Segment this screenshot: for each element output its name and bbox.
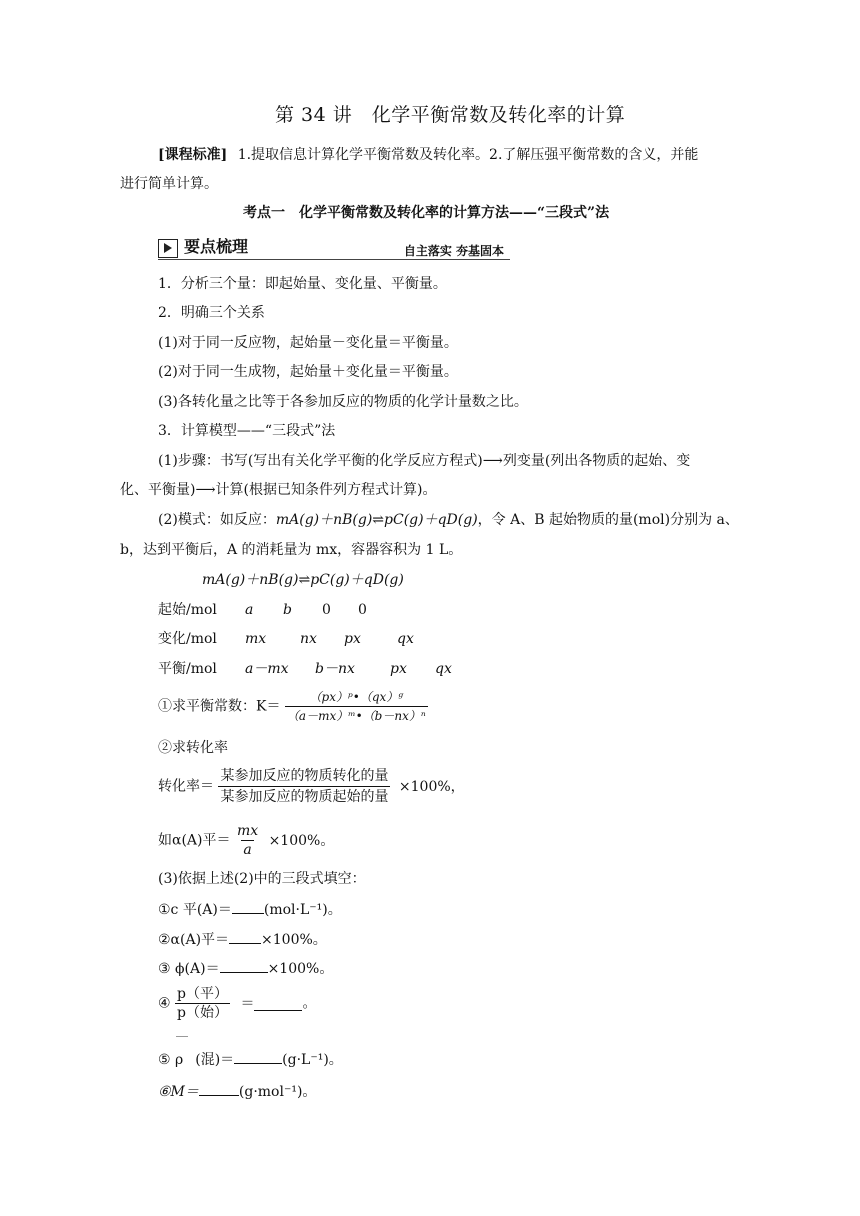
fill-3-label: ③ ϕ(A)＝ [158, 961, 220, 977]
mode-prefix: (2)模式：如反应： [158, 512, 276, 528]
cell: a [245, 602, 254, 618]
step-line-1: (1)步骤：书写(写出有关化学平衡的化学反应方程式)⟶列变量(列出各物质的起始、变 [158, 453, 691, 469]
fill-4 [158, 985, 316, 1022]
cell: 0 [322, 602, 331, 618]
standard-text-1: 1.提取信息计算化学平衡常数及转化率。2.了解压强平衡常数的含义，并能 [237, 147, 699, 163]
fill-2 [158, 929, 327, 950]
key-points-banner [158, 235, 510, 261]
cell: qx [435, 661, 452, 677]
fill-3-unit: ×100%。 [267, 961, 334, 977]
fill-4-equals: ＝ [240, 995, 255, 1012]
cell: nx [300, 631, 317, 647]
fill-4-end: 。 [302, 995, 317, 1012]
answer-blank[interactable] [220, 958, 268, 973]
cell: b [283, 602, 292, 618]
mode-equation: mA(g)＋nB(g)⇌pC(g)＋qD(g) [275, 512, 478, 528]
conversion-title: ②求转化率 [158, 740, 228, 756]
standard-text-2: 进行简单计算。 [120, 176, 218, 192]
alpha-tail: ×100%。 [268, 832, 335, 849]
fill-1 [158, 899, 342, 920]
conv-denominator: 某参加反应的物质起始的量 [218, 786, 390, 807]
alpha-denominator: a [243, 842, 252, 858]
row-label-equilibrium: 平衡/mol [158, 661, 217, 677]
answer-blank[interactable] [199, 1081, 239, 1096]
item-2b: (2)对于同一生成物，起始量＋变化量＝平衡量。 [158, 364, 458, 380]
item-2c: (3)各转化量之比等于各参加反应的物质的化学计量数之比。 [158, 394, 528, 410]
k-denominator: （a－mx）ᵐ•（b－nx）ⁿ [285, 706, 428, 725]
item-1: 1．分析三个量：即起始量、变化量、平衡量。 [158, 276, 447, 292]
alpha-formula [158, 822, 334, 859]
fill-5-unit: (g·L⁻¹)。 [282, 1052, 343, 1068]
fill-4-label: ④ [158, 995, 171, 1012]
fill-1-label: ①c 平(A)＝ [158, 902, 232, 918]
step-line-2: 化、平衡量)⟶计算(根据已知条件列方程式计算)。 [120, 482, 437, 498]
fill-intro: (3)依据上述(2)中的三段式填空： [158, 871, 366, 887]
play-icon [158, 239, 178, 258]
cell: qx [397, 631, 414, 647]
banner-subtitle: 自主落实 夯基固本 [403, 244, 504, 258]
cell: a－mx [245, 661, 289, 677]
table-equation: mA(g)＋nB(g)⇌pC(g)＋qD(g) [202, 572, 404, 588]
mode-line-2: b，达到平衡后，A 的消耗量为 mx，容器容积为 1 L。 [120, 542, 463, 558]
cell: b－nx [315, 661, 355, 677]
item-3: 3．计算模型——“三段式”法 [158, 423, 336, 439]
answer-blank[interactable] [229, 929, 261, 944]
fill-4-numerator: p（平） [177, 986, 228, 1002]
item-2a: (1)对于同一反应物，起始量－变化量＝平衡量。 [158, 335, 458, 351]
fill-2-unit: ×100%。 [261, 932, 327, 948]
course-standard [158, 145, 698, 165]
standard-label: [课程标准] [158, 147, 228, 163]
equilibrium-constant-formula [158, 688, 428, 725]
answer-blank[interactable] [234, 1049, 282, 1064]
fill-5-label: ⑤ ρ [158, 1052, 184, 1068]
fill-5-mid: (混)＝ [195, 1052, 235, 1068]
item-2: 2．明确三个关系 [158, 305, 265, 321]
answer-blank[interactable] [254, 996, 302, 1011]
conversion-formula [158, 766, 465, 807]
cell: mx [245, 631, 267, 647]
cell: px [344, 631, 361, 647]
conv-tail: ×100%， [398, 778, 465, 795]
section-title: 考点一 化学平衡常数及转化率的计算方法——“三段式”法 [243, 205, 610, 221]
k-numerator: （px）ᵖ•（qx）ᵍ [309, 690, 404, 704]
conv-label: 转化率＝ [158, 778, 214, 795]
fill-4-denominator: p（始） [177, 1005, 228, 1021]
k-label: ①求平衡常数：K＝ [158, 698, 281, 715]
fill-6 [158, 1081, 316, 1102]
fill-2-label: ②α(A)平＝ [158, 932, 230, 948]
answer-blank[interactable] [232, 899, 264, 914]
fill-3 [158, 958, 333, 979]
fill-1-unit: (mol·L⁻¹)。 [263, 902, 342, 918]
row-label-change: 变化/mol [158, 631, 217, 647]
mode-suffix: ，令 A、B 起始物质的量(mol)分别为 a、 [477, 512, 739, 528]
cell: px [390, 661, 407, 677]
row-label-start: 起始/mol [158, 602, 217, 618]
alpha-numerator: mx [236, 823, 259, 839]
mode-line-1 [158, 510, 739, 530]
fill-6-unit: (g·mol⁻¹)。 [238, 1084, 317, 1100]
banner-label: 要点梳理 [184, 237, 249, 256]
cell: 0 [358, 602, 367, 618]
fill-6-label: ⑥M＝ [158, 1084, 199, 1100]
rho-bar [176, 1036, 188, 1037]
page-title: 第 34 讲 化学平衡常数及转化率的计算 [275, 104, 626, 126]
fill-5 [158, 1049, 343, 1070]
conv-numerator: 某参加反应的物质转化的量 [220, 768, 389, 784]
alpha-label: 如α(A)平＝ [158, 832, 231, 849]
